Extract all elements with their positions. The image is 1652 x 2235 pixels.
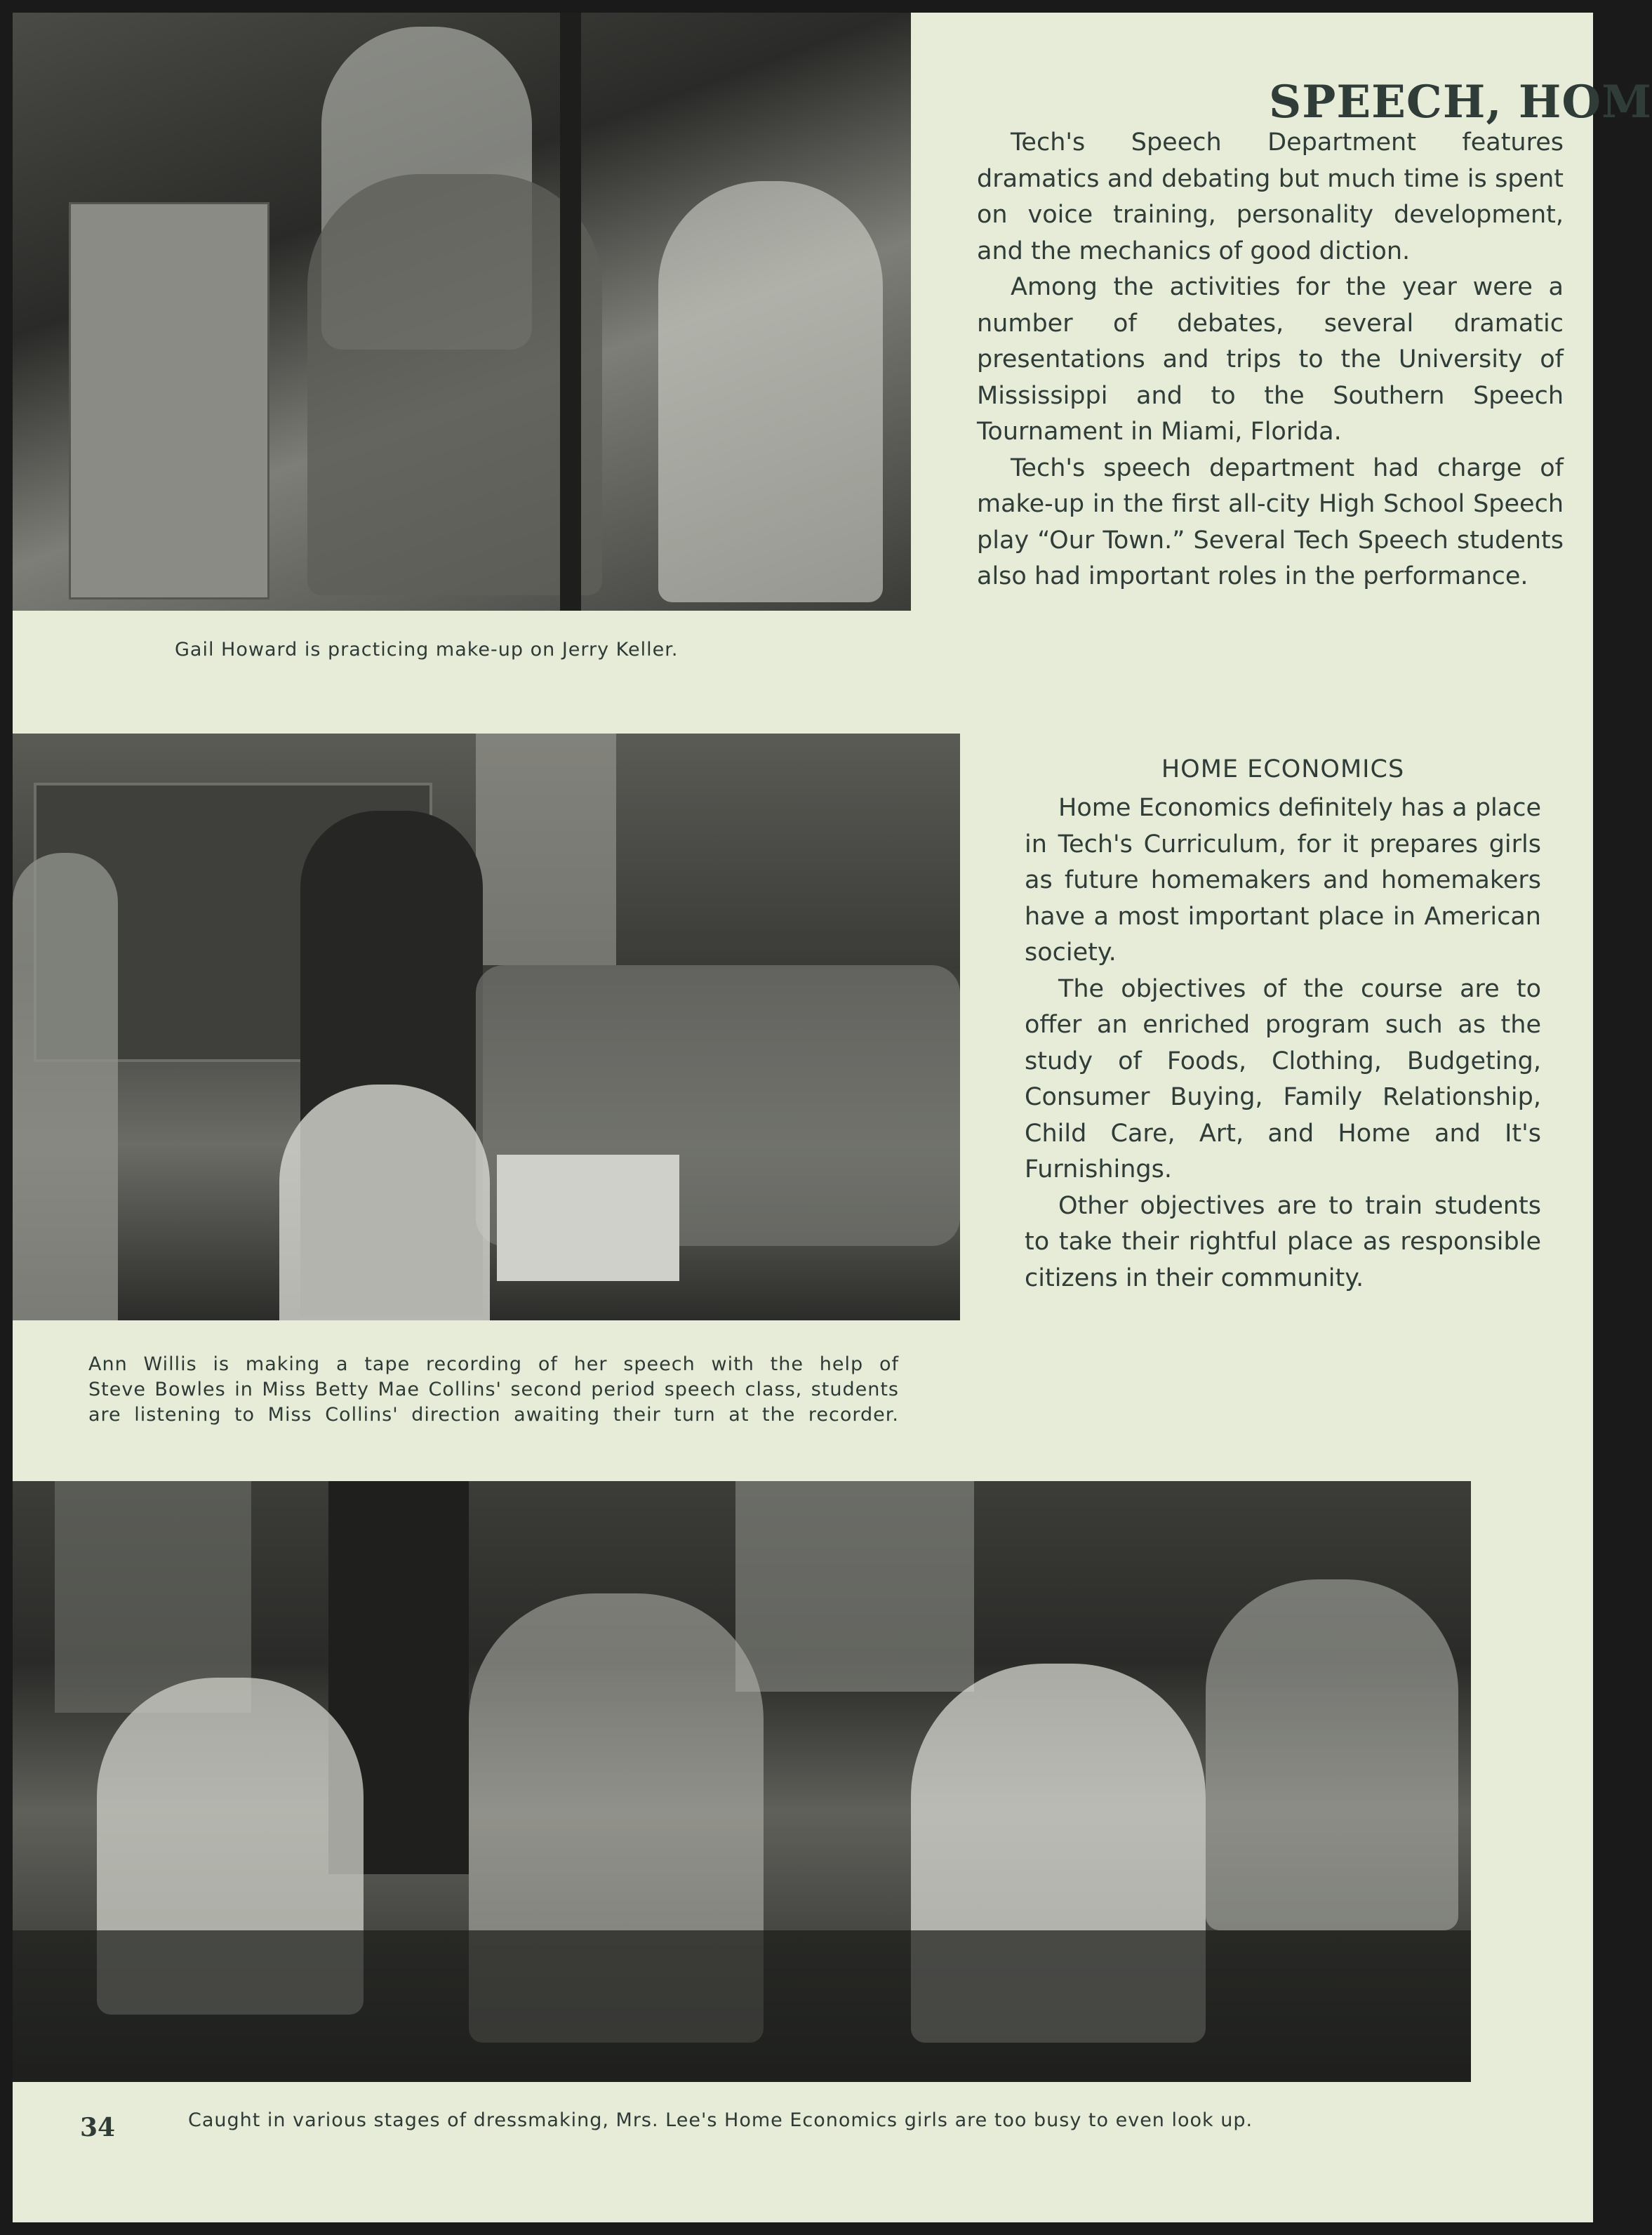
speech-article [977, 125, 1564, 595]
caption-line: Steve Bowles in Miss Betty Mae Collins' second period speech class, students [88, 1379, 899, 1400]
teacher-figure-shape [13, 853, 118, 1320]
filing-cabinet-shape [69, 202, 269, 599]
speech-paragraph: Among the activities for the year were a number of debates, several dramatic presentations and trips to the University of Mississippi and to the Southern Speech Tournament in Miami, Florida. [977, 273, 1564, 446]
makeup-photo-caption: Gail Howard is practicing make-up on Jerry Keller. [175, 639, 679, 661]
home-economics-paragraph: Other objectives are to train students to take their rightful place as responsible citizens in their community. [1025, 1191, 1541, 1292]
window-right-shape [735, 1481, 974, 1692]
tape-recorder-shape [497, 1155, 679, 1281]
girls-right-figure-shape [1206, 1579, 1458, 1930]
makeup-photo [13, 13, 911, 611]
recording-class-photo [13, 734, 960, 1320]
home-economics-paragraph: The objectives of the course are to offer an enriched program such as the study of Foods, Clothing, Budgeting, Consumer Buying, Family Relationship, Child Care, Art, and Home and It's Furnishings. [1025, 974, 1541, 1183]
dressmaking-photo [13, 1481, 1471, 2082]
page-title: SPEECH, HOM [1269, 76, 1652, 128]
mirror-frame-shape [560, 13, 581, 611]
home-economics-paragraph: Home Economics definitely has a place in Tech's Curriculum, for it prepares girls as future homemakers and homemakers have a most important place in American society. [1025, 794, 1541, 967]
sewing-table-shape [13, 1930, 1471, 2082]
home-economics-article [1025, 790, 1541, 1296]
yearbook-page [13, 13, 1652, 2222]
recording-photo-caption [88, 1352, 899, 1428]
boy-back-figure-shape [307, 174, 602, 595]
dressmaking-photo-caption: Caught in various stages of dressmaking, Mrs. Lee's Home Economics girls are too busy to even look up. [188, 2109, 1253, 2131]
home-economics-heading: HOME ECONOMICS [1161, 755, 1405, 783]
seated-boy-figure-shape [658, 181, 883, 602]
caption-line: Ann Willis is making a tape recording of her speech with the help of [88, 1353, 899, 1375]
windows-shape [476, 734, 616, 965]
caption-line: are listening to Miss Collins' direction awaiting their turn at the recorder. [88, 1404, 899, 1426]
seated-girl-figure-shape [279, 1085, 490, 1320]
speech-paragraph: Tech's Speech Department features dramatics and debating but much time is spent on voice training, personality development, and the mechanics of good diction. [977, 128, 1564, 265]
speech-paragraph: Tech's speech department had charge of make-up in the first all-city High School Speech play “Our Town.” Several Tech Speech students also had important roles in the performance. [977, 453, 1564, 590]
page-number: 34 [80, 2113, 116, 2142]
